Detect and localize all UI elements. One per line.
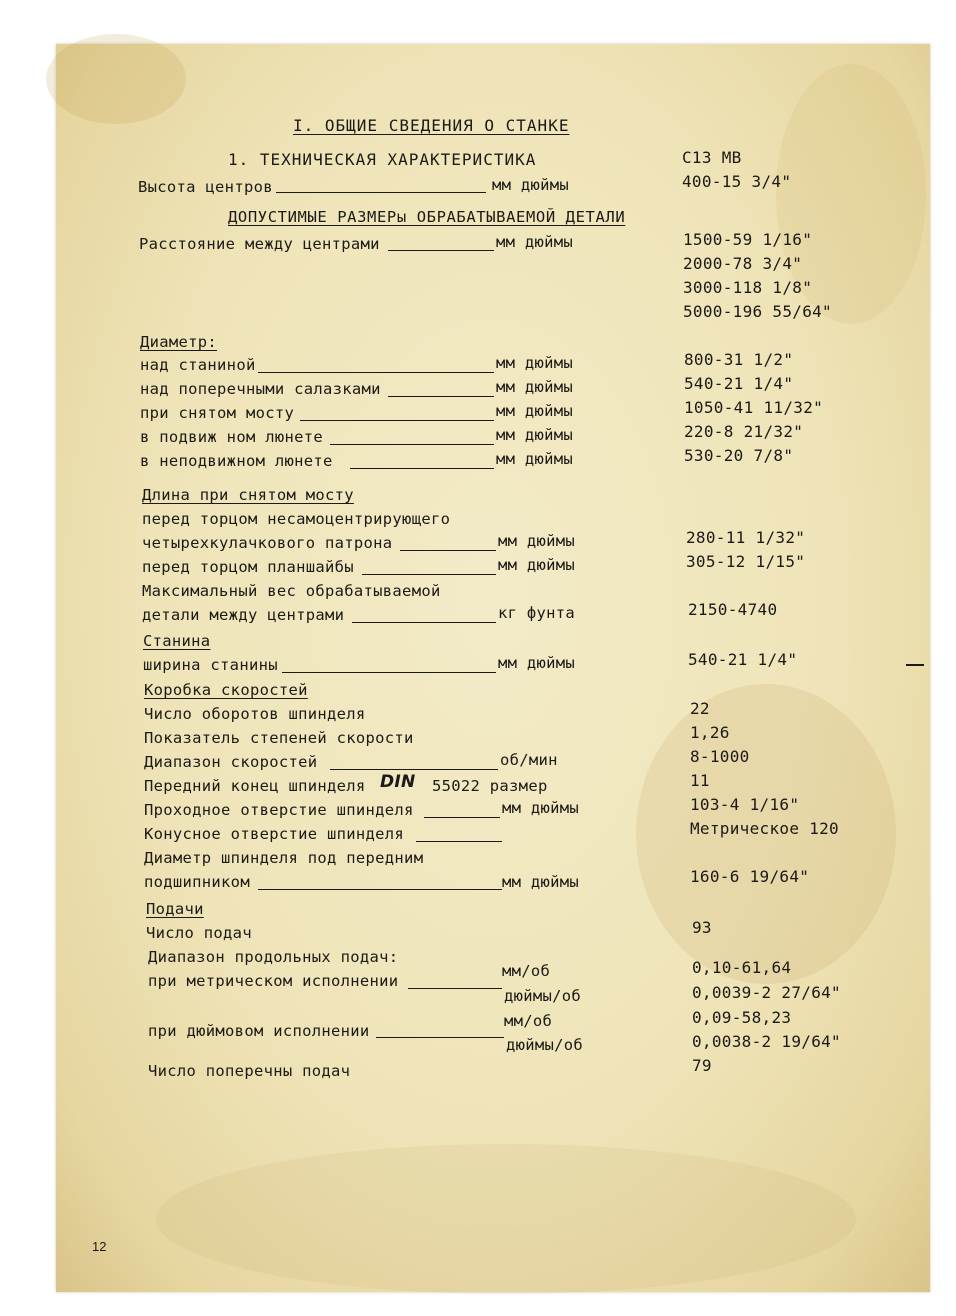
weight-label: детали между центрами	[142, 606, 345, 624]
fill-line	[282, 672, 496, 673]
plate-value: 305-12 1/15"	[686, 552, 806, 571]
diameter-heading: Диаметр:	[140, 333, 218, 351]
cross-feeds-label: Число поперечны подач	[148, 1062, 351, 1080]
fill-line	[362, 574, 496, 575]
feeds-range-label: Диапазон продольных подач:	[148, 948, 399, 966]
bed-value: 540-21 1/4"	[688, 650, 798, 669]
diameter-row-label: при снятом мосту	[140, 404, 295, 422]
inch-value-1: 0,09-58,23	[692, 1008, 792, 1027]
center-distance-value-2: 2000-78 3/4"	[683, 254, 803, 273]
inch-value-2: 0,0038-2 19/64"	[692, 1032, 841, 1051]
diameter-row-value: 220-8 21/32"	[684, 422, 804, 441]
inch-unit-2: дюймы/об	[506, 1036, 584, 1054]
margin-mark	[906, 664, 924, 666]
metric-unit-2: дюймы/об	[504, 987, 582, 1005]
spindle-taper-value: Метрическое 120	[690, 819, 839, 838]
speed-range-value: 8-1000	[690, 747, 750, 766]
fill-line	[276, 192, 486, 193]
inch-label: при дюймовом исполнении	[148, 1022, 370, 1040]
fill-line	[350, 468, 494, 469]
diameter-row-label: над поперечными салазками	[140, 380, 381, 398]
gearbox-heading: Коробка скоростей	[144, 681, 308, 699]
center-distance-unit: мм дюймы	[496, 233, 574, 251]
plate-label: перед торцом планшайбы	[142, 558, 354, 576]
diameter-row-unit: мм дюймы	[496, 354, 574, 372]
spindle-rev-value: 22	[690, 699, 710, 718]
speed-range-unit: об/мин	[500, 751, 558, 769]
center-distance-value-3: 3000-118 1/8"	[683, 278, 813, 297]
spindle-nose-value: 11	[690, 771, 710, 790]
center-distance-value-4: 5000-196 55/64"	[683, 302, 832, 321]
weight-line1: Максимальный вес обрабатываемой	[142, 582, 441, 600]
spindle-nose-handwritten: DIN	[380, 772, 416, 792]
weight-unit: кг фунта	[498, 604, 576, 622]
fill-line	[376, 1037, 504, 1038]
feeds-count-value: 93	[692, 918, 712, 937]
fill-line	[300, 420, 494, 421]
spindle-nose-label: Передний конец шпинделя	[144, 777, 366, 795]
chuck-unit: мм дюймы	[498, 532, 576, 550]
bed-unit: мм дюймы	[498, 654, 576, 672]
spindle-diam-label: подшипником	[144, 873, 250, 891]
fill-line	[352, 622, 496, 623]
metric-value-1: 0,10-61,64	[692, 958, 792, 977]
fill-line	[330, 444, 494, 445]
ratio-label: Показатель степеней скорости	[144, 729, 414, 747]
spindle-bore-label: Проходное отверстие шпинделя	[144, 801, 414, 819]
spindle-diam-unit: мм дюймы	[502, 873, 580, 891]
spindle-nose-rest: 55022 размер	[432, 777, 548, 795]
diameter-row-value: 1050-41 11/32"	[684, 398, 824, 417]
metric-label: при метрическом исполнении	[148, 972, 399, 990]
feeds-count-label: Число подач	[146, 924, 252, 942]
fill-line	[400, 550, 496, 551]
spindle-taper-label: Конусное отверстие шпинделя	[144, 825, 405, 843]
metric-value-2: 0,0039-2 27/64"	[692, 983, 841, 1002]
chuck-label: четырехкулачкового патрона	[142, 534, 393, 552]
length-line1: перед торцом несамоцентрирующего	[142, 510, 451, 528]
plate-unit: мм дюймы	[498, 556, 576, 574]
fill-line	[388, 250, 494, 251]
diameter-row-value: 800-31 1/2"	[684, 350, 794, 369]
diameter-row-value: 530-20 7/8"	[684, 446, 794, 465]
center-distance-value-1: 1500-59 1/16"	[683, 230, 813, 249]
fill-line	[408, 988, 502, 989]
length-heading: Длина при снятом мосту	[142, 486, 354, 504]
fill-line	[330, 769, 498, 770]
center-height-label: Высота центров	[138, 178, 273, 196]
diameter-row-label: в подвиж ном люнете	[140, 428, 324, 446]
fill-line	[388, 396, 494, 397]
speed-range-label: Диапазон скоростей	[144, 753, 318, 771]
center-distance-label: Расстояние между центрами	[139, 235, 380, 253]
center-height-value: 400-15 3/4"	[682, 172, 792, 191]
chuck-value: 280-11 1/32"	[686, 528, 806, 547]
page-number: 12	[92, 1239, 107, 1254]
spindle-bore-unit: мм дюймы	[502, 799, 580, 817]
fill-line	[258, 372, 494, 373]
inch-unit-1: мм/об	[504, 1012, 553, 1030]
weight-value: 2150-4740	[688, 600, 778, 619]
feeds-heading: Подачи	[146, 900, 204, 918]
fill-line	[416, 841, 502, 842]
page-title: I. ОБЩИЕ СВЕДЕНИЯ О СТАНКЕ	[293, 116, 570, 135]
ratio-value: 1,26	[690, 723, 730, 742]
spindle-rev-label: Число оборотов шпинделя	[144, 705, 366, 723]
diameter-row-unit: мм дюймы	[496, 426, 574, 444]
diameter-row-label: над станиной	[140, 356, 256, 374]
diameter-row-unit: мм дюймы	[496, 450, 574, 468]
bed-heading: Станина	[143, 632, 211, 650]
fill-line	[424, 817, 500, 818]
spindle-bore-value: 103-4 1/16"	[690, 795, 800, 814]
fill-line	[258, 889, 502, 890]
spindle-diam-value: 160-6 19/64"	[690, 867, 810, 886]
diameter-row-unit: мм дюймы	[496, 402, 574, 420]
diameter-row-unit: мм дюймы	[496, 378, 574, 396]
diameter-row-value: 540-21 1/4"	[684, 374, 794, 393]
machine-model: С13 МВ	[682, 148, 742, 167]
bed-label: ширина станины	[143, 656, 278, 674]
diameter-row-label: в неподвижном люнете	[140, 452, 333, 470]
metric-unit-1: мм/об	[502, 962, 551, 980]
spindle-diam-line1: Диаметр шпинделя под передним	[144, 849, 424, 867]
section-heading: 1. ТЕХНИЧЕСКАЯ ХАРАКТЕРИСТИКА	[228, 150, 537, 169]
center-height-unit: мм дюймы	[492, 176, 570, 194]
allowed-dimensions-heading: ДОПУСТИМЫЕ РАЗМЕРы ОБРАБАТЫВАЕМОЙ ДЕТАЛИ	[228, 208, 626, 226]
cross-feeds-value: 79	[692, 1056, 712, 1075]
